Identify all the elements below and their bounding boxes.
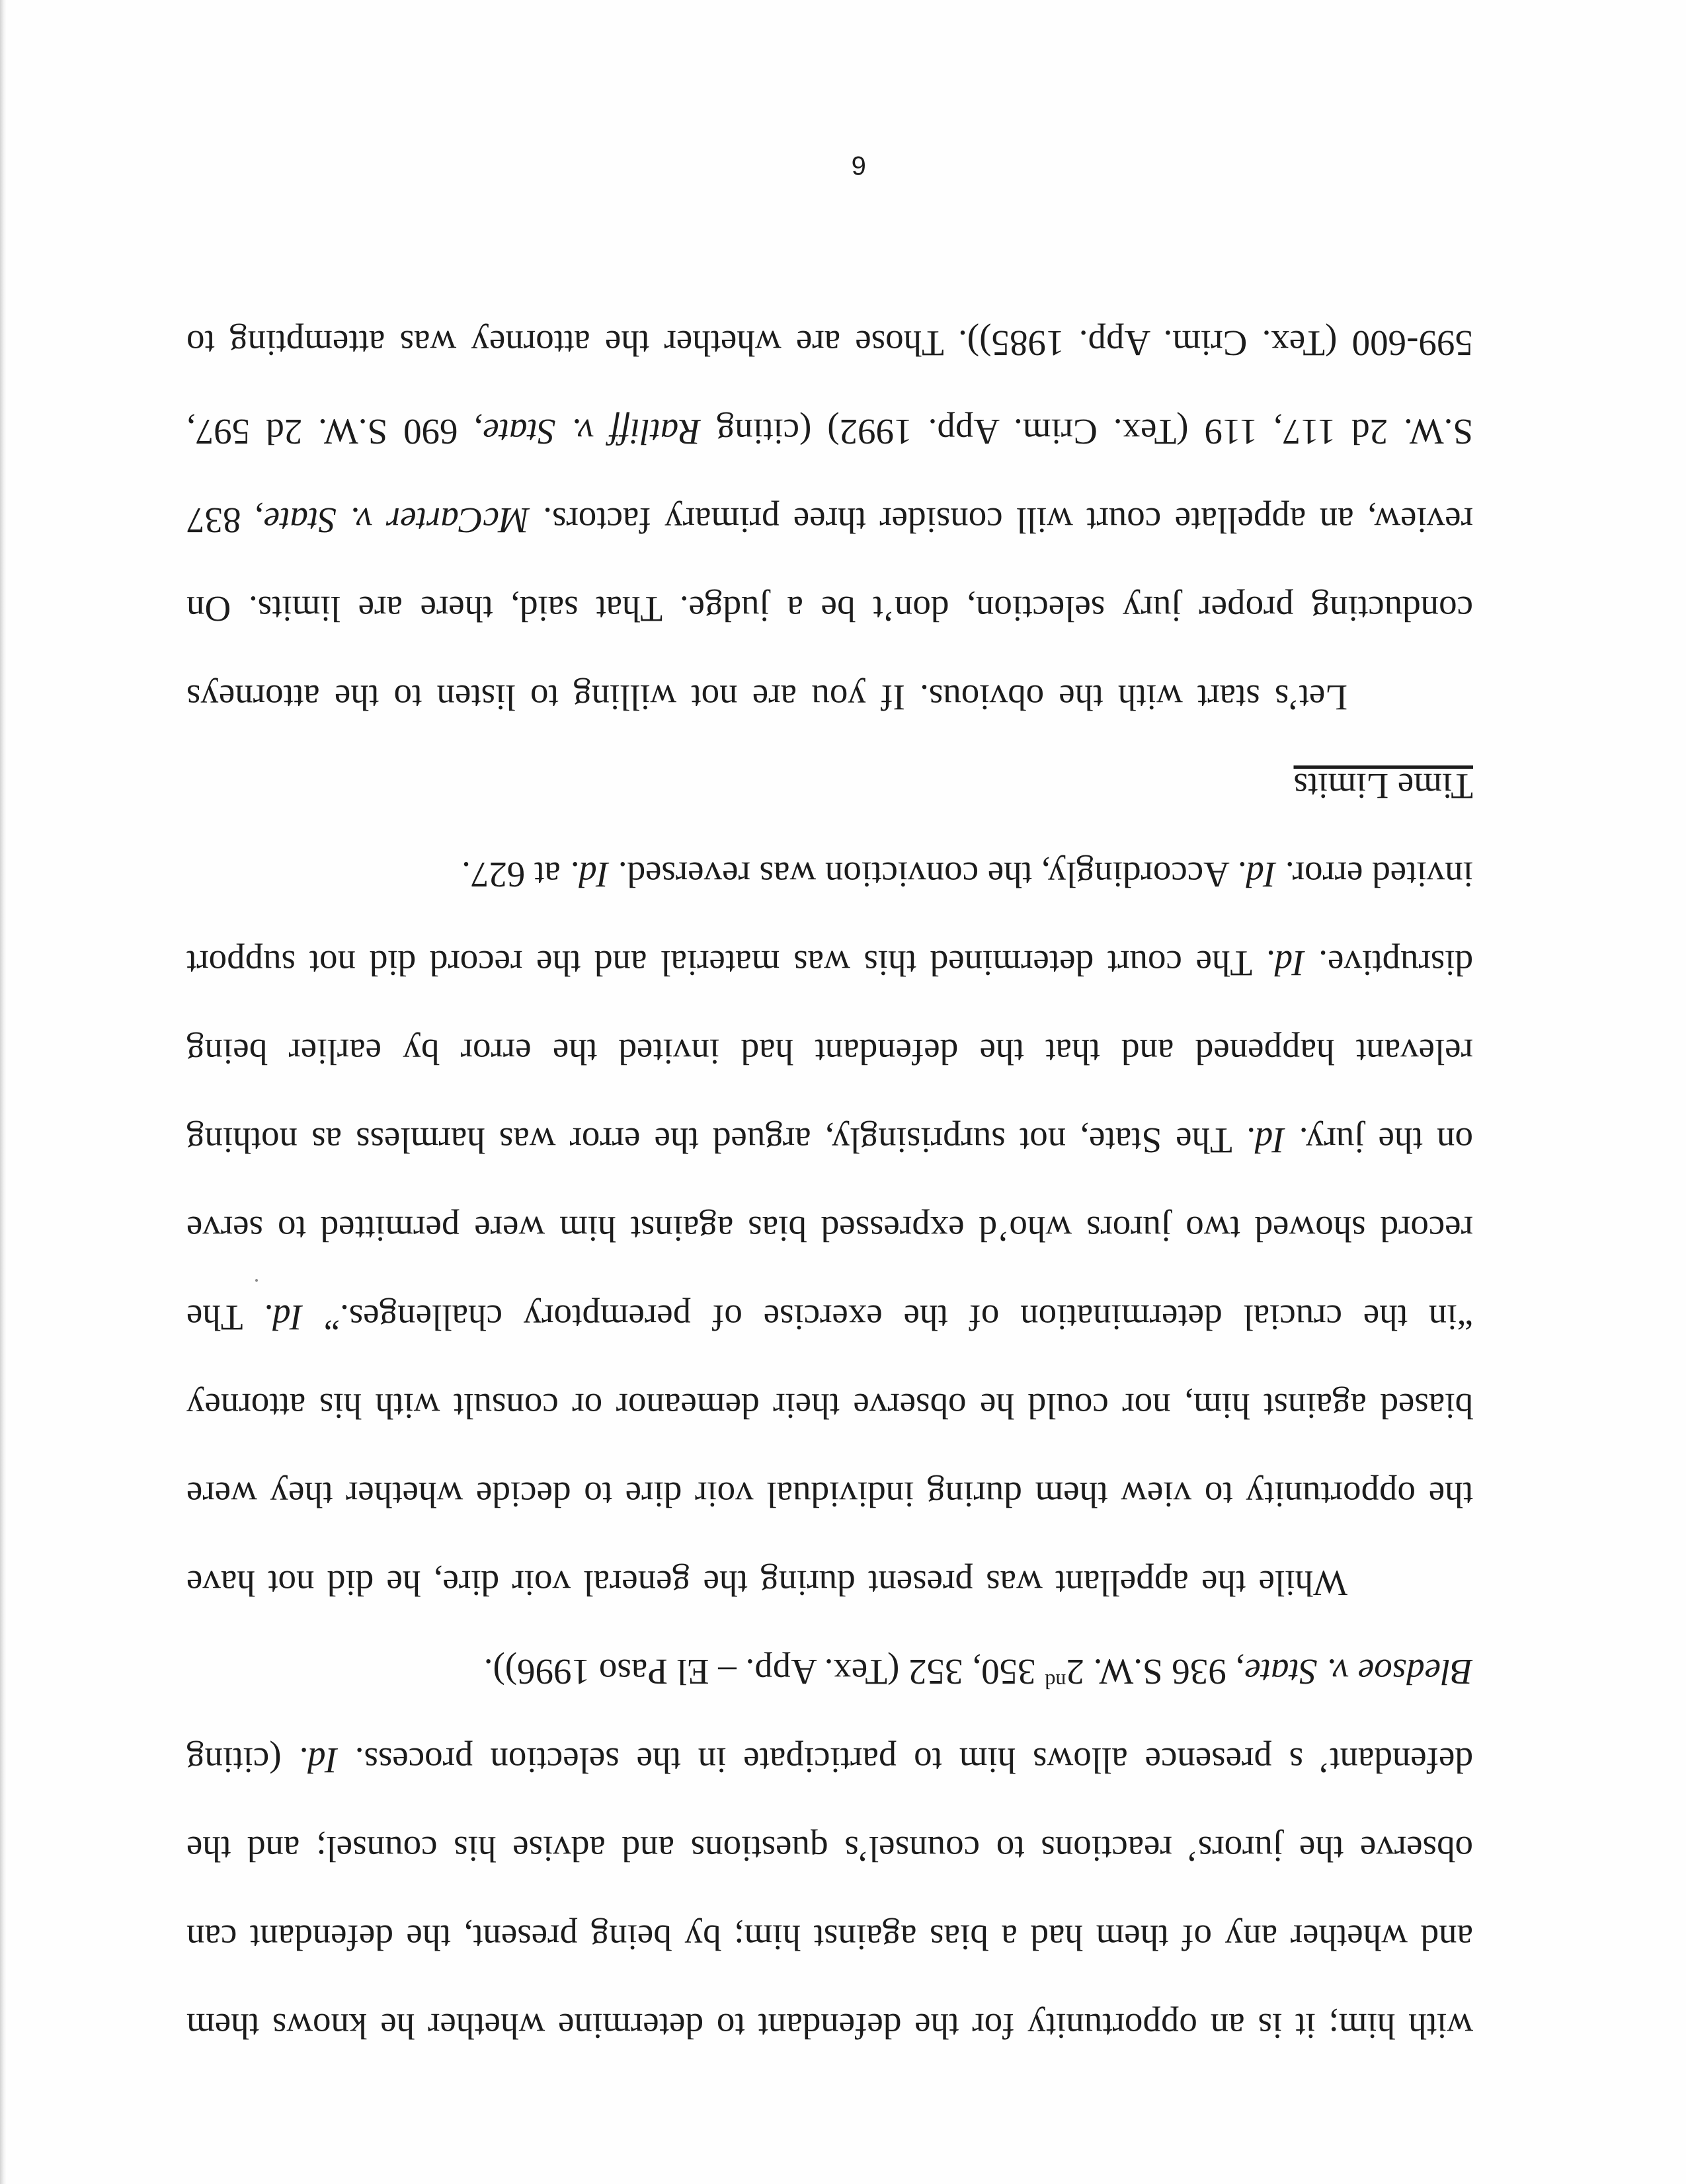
case-name: Bledsoe v. State bbox=[1244, 1652, 1473, 1692]
case-name: McCarter v. State bbox=[263, 500, 530, 541]
text-line: 599-600 (Tex. Crim. App. 1985)). Those are whether the attorney was attempting to bbox=[186, 323, 1473, 364]
text-line bbox=[186, 1273, 1473, 1362]
text-run: , 936 S.W. 2 bbox=[1066, 1652, 1245, 1692]
text-run: 350, 352 (Tex. App. – El Paso 1996)). bbox=[483, 1652, 1045, 1692]
text-run: The court determined this was material and the record did not support bbox=[186, 943, 1265, 984]
section-heading-line bbox=[186, 742, 1473, 830]
citation-id: Id. bbox=[263, 1298, 303, 1338]
text-line bbox=[186, 919, 1473, 1007]
text-run: defendant’ s presence allows him to participate in the selection process. bbox=[337, 1740, 1473, 1781]
text-run: Accordingly, the conviction was reversed. bbox=[609, 855, 1237, 895]
page-body bbox=[186, 299, 1473, 2070]
text-line: the opportunity to view them during individual voir dire to decide whether they were bbox=[186, 1475, 1473, 1515]
text-run: , 690 S.W. 2d 597, bbox=[186, 412, 483, 452]
text-run: at 627. bbox=[462, 855, 570, 895]
text-line bbox=[186, 1096, 1473, 1185]
citation-id: Id. bbox=[298, 1740, 338, 1781]
text-run: S.W. 2d 117, 119 (Tex. Crim. App. 1992) (citing bbox=[700, 412, 1473, 452]
text-line: with him; it is an opportunity for the defendant to determine whether he knows them bbox=[186, 2006, 1473, 2047]
text-line: record showed two jurors who’d expressed bias against him were permitted to serve bbox=[186, 1209, 1473, 1249]
text-run: review, an appellate court will consider three primary factors. bbox=[529, 500, 1473, 541]
text-run: invited error. bbox=[1276, 855, 1473, 895]
text-line bbox=[186, 387, 1473, 476]
scan-shadow-edge bbox=[0, 0, 7, 2184]
text-run: on the jury. bbox=[1285, 1120, 1473, 1161]
text-line: Let’s start with the obvious. If you are not willing to listen to the attorneys bbox=[186, 678, 1347, 718]
text-line: and whether any of them had a bias against him; by being present, the defendant can bbox=[186, 1918, 1473, 1958]
citation-id: Id. bbox=[569, 855, 610, 895]
page-number: 6 bbox=[851, 151, 866, 180]
text-line bbox=[186, 1716, 1473, 1805]
text-line bbox=[186, 1627, 1473, 1716]
text-line: relevant happened and that the defendant had invited the error by earlier being bbox=[186, 1032, 1473, 1072]
citation-id: Id. bbox=[1245, 1120, 1285, 1161]
text-run: , 837 bbox=[186, 500, 264, 541]
superscript: nd bbox=[1045, 1670, 1066, 1694]
text-line: While the appellant was present during the general voir dire, he did not have bbox=[186, 1563, 1347, 1604]
text-line bbox=[186, 476, 1473, 565]
text-line: conducting proper jury selection, don’t be a judge. That said, there are limits. On bbox=[186, 589, 1473, 629]
text-line: biased against him, nor could he observe their demeanor or consult with his attorney bbox=[186, 1386, 1473, 1426]
text-line: observe the jurors’ reactions to counsel’s questions and advise his counsel; and the bbox=[186, 1829, 1473, 1869]
section-heading: Time Limits bbox=[1293, 766, 1473, 806]
text-run: disruptive. bbox=[1305, 943, 1473, 984]
text-run: The State, not surprisingly, argued the error was harmless as nothing bbox=[186, 1120, 1246, 1161]
text-run: “in the crucial determination of the exercise of peremptory challenges.” bbox=[302, 1298, 1473, 1338]
case-name: Ratliff v. State bbox=[483, 412, 701, 452]
text-line bbox=[186, 830, 1473, 919]
citation-id: Id. bbox=[1236, 855, 1277, 895]
citation-id: Id. bbox=[1265, 943, 1305, 984]
text-run: (citing bbox=[186, 1740, 299, 1781]
text-run: The bbox=[186, 1298, 264, 1338]
